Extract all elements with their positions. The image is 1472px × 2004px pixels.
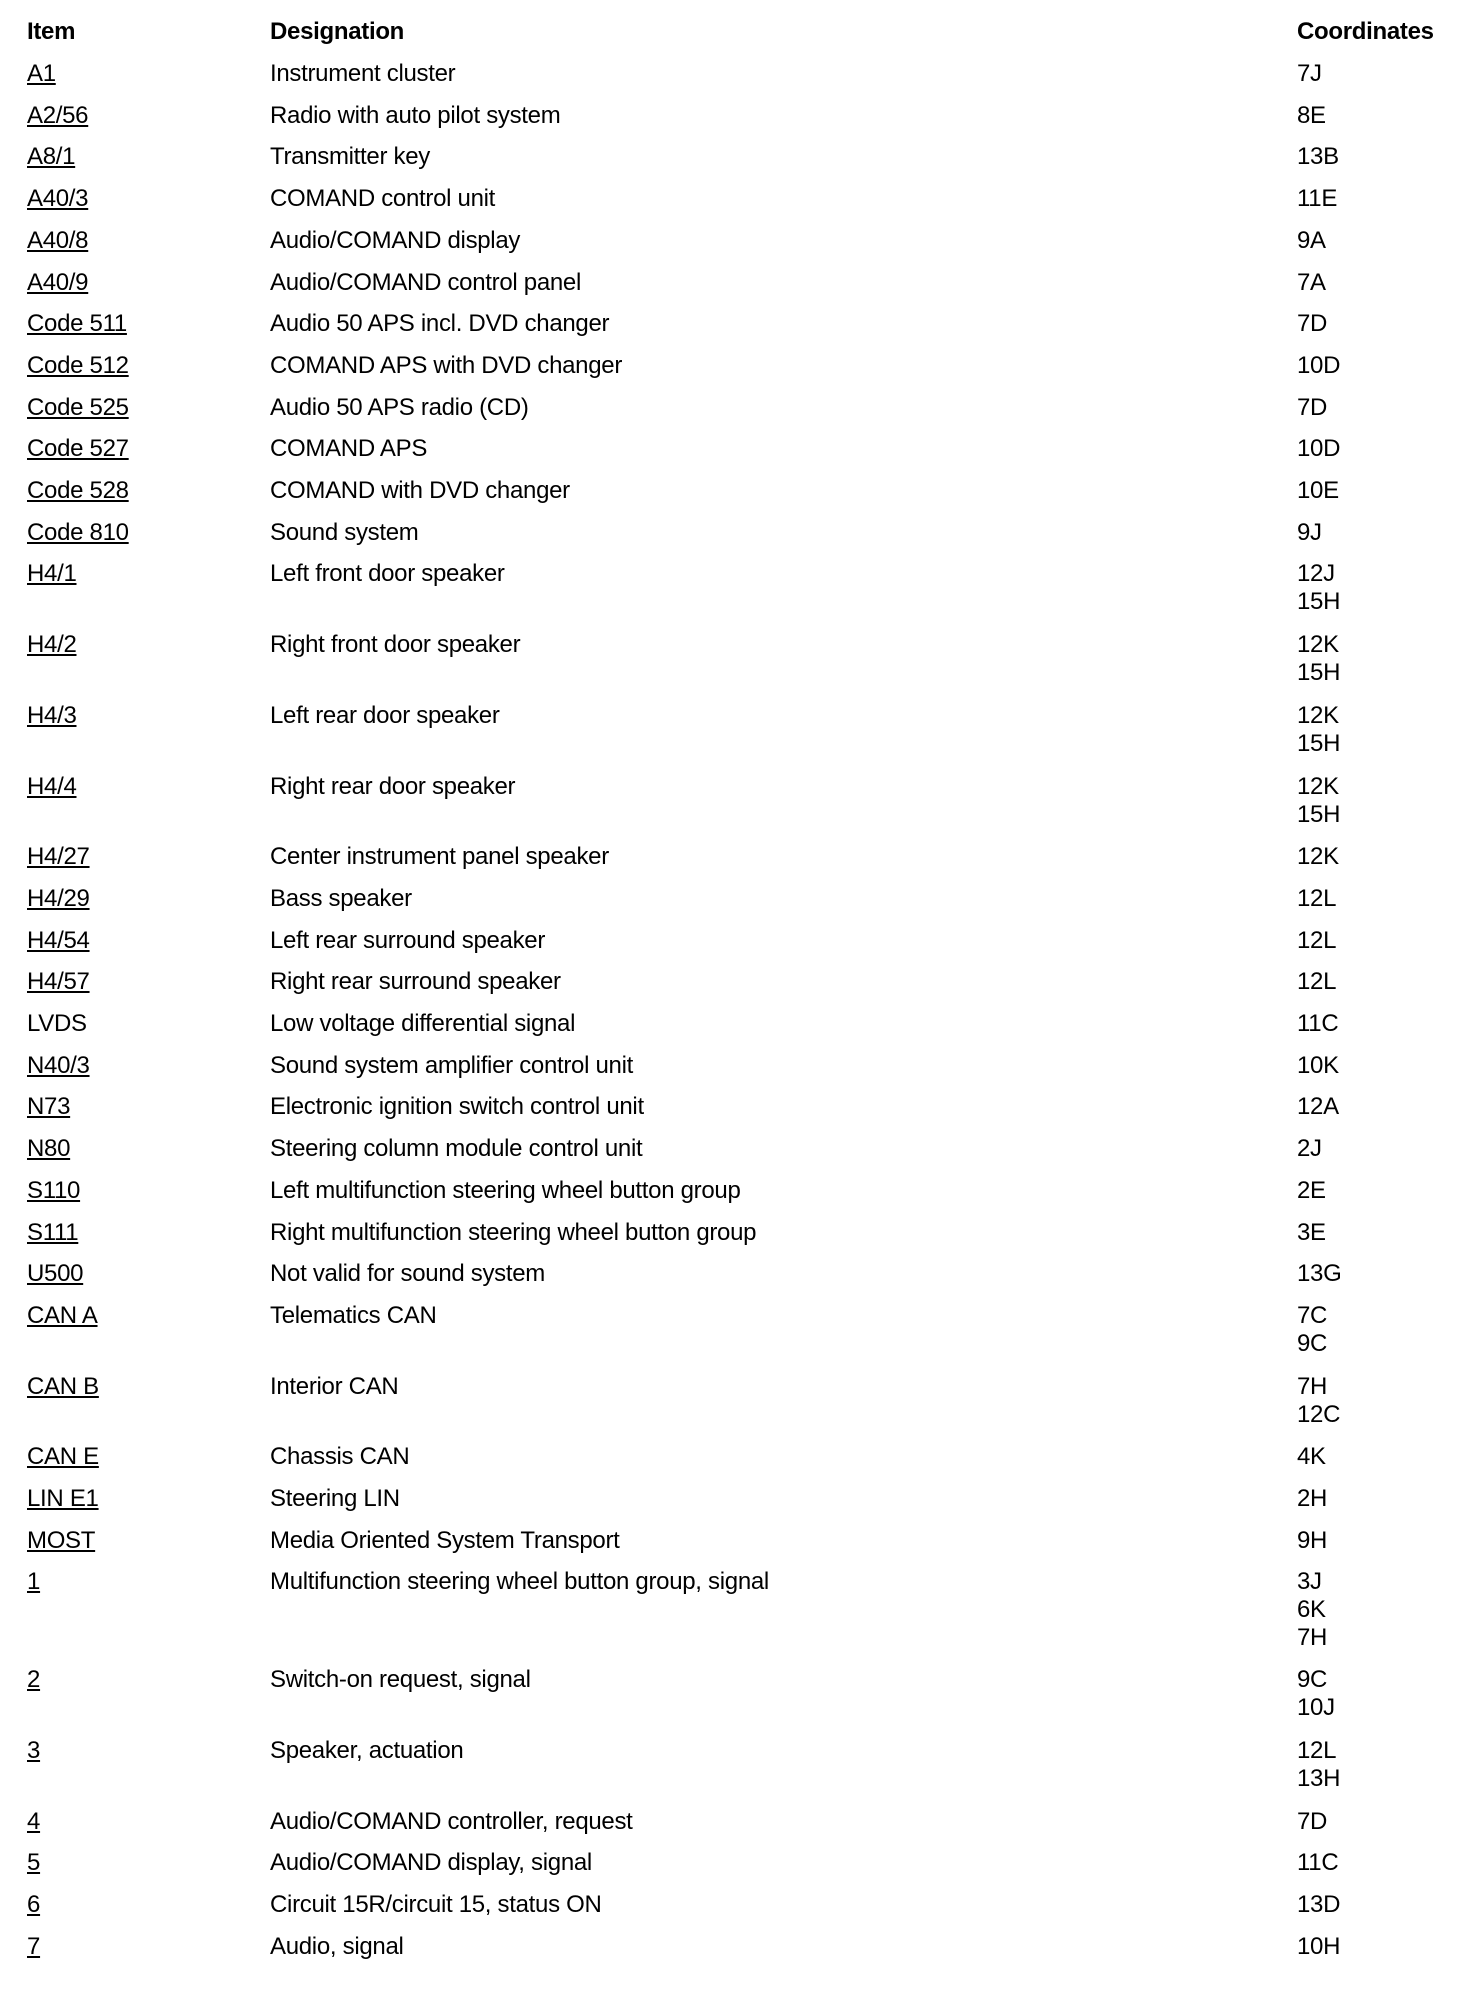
item-cell	[27, 1891, 40, 1919]
designation-cell: Interior CAN	[270, 1372, 399, 1400]
coordinates-cell	[1297, 1219, 1326, 1247]
coordinate-value: 13B	[1297, 143, 1339, 171]
coordinates-cell	[1297, 631, 1340, 687]
coordinates-cell	[1297, 310, 1327, 338]
designation-cell: Chassis CAN	[270, 1443, 410, 1471]
item-link[interactable]: CAN A	[27, 1301, 98, 1329]
designation-cell: Audio, signal	[270, 1932, 404, 1960]
designation-cell: Audio 50 APS incl. DVD changer	[270, 310, 610, 338]
coordinates-cell	[1297, 968, 1336, 996]
item-link[interactable]: U500	[27, 1260, 84, 1288]
item-cell	[27, 1737, 40, 1765]
coordinate-value: 12A	[1297, 1093, 1339, 1121]
designation-cell: Steering LIN	[270, 1485, 400, 1512]
designation-cell: Bass speaker	[270, 884, 412, 912]
coordinate-value: 15H	[1297, 800, 1341, 828]
item-cell	[27, 843, 90, 871]
item-link[interactable]: S110	[27, 1176, 81, 1204]
designation-cell: COMAND with DVD changer	[270, 477, 570, 504]
item-cell	[27, 560, 77, 588]
designation-cell: Left front door speaker	[270, 560, 505, 588]
item-link[interactable]: MOST	[27, 1526, 96, 1554]
coordinate-value: 12L	[1297, 884, 1337, 912]
item-cell	[27, 1302, 98, 1330]
coordinates-cell	[1297, 1443, 1326, 1471]
coordinate-value: 12K	[1297, 843, 1339, 871]
coordinates-cell	[1297, 1373, 1340, 1429]
coordinate-value: 7A	[1297, 268, 1326, 296]
coordinate-value: 13D	[1297, 1890, 1341, 1918]
designation-cell: Audio/COMAND display, signal	[270, 1849, 592, 1877]
coordinate-value: 9C	[1297, 1666, 1328, 1694]
designation-cell: Not valid for sound system	[270, 1260, 545, 1288]
coordinates-cell	[1297, 773, 1340, 829]
coordinate-value: 12K	[1297, 631, 1339, 659]
coordinates-cell	[1297, 1666, 1335, 1722]
designation-cell: Audio/COMAND control panel	[270, 268, 582, 296]
item-link[interactable]: A40/8	[27, 226, 89, 254]
item-cell	[27, 1933, 40, 1961]
coordinate-value: 7J	[1297, 60, 1322, 87]
item-cell	[27, 102, 88, 130]
designation-cell: Transmitter key	[270, 143, 430, 171]
coordinate-value: 12C	[1297, 1400, 1341, 1428]
item-link[interactable]: A40/9	[27, 268, 89, 296]
item-link[interactable]: Code 810	[27, 518, 129, 546]
coordinates-cell	[1297, 1933, 1340, 1961]
coordinates-cell	[1297, 1302, 1327, 1358]
item-label: LVDS	[27, 1010, 87, 1037]
coordinates-cell	[1297, 1527, 1327, 1555]
coordinate-value: 9H	[1297, 1526, 1328, 1554]
item-link[interactable]: H4/57	[27, 968, 90, 996]
item-cell	[27, 1177, 80, 1205]
item-cell	[27, 1443, 99, 1471]
coordinate-value: 10H	[1297, 1932, 1341, 1960]
coordinates-cell	[1297, 519, 1322, 547]
coordinate-value: 12K	[1297, 701, 1339, 729]
item-cell	[27, 435, 129, 463]
item-link[interactable]: H4/1	[27, 560, 77, 588]
item-link[interactable]: CAN B	[27, 1372, 99, 1400]
item-link[interactable]: Code 511	[27, 310, 127, 338]
item-link[interactable]: Code 525	[27, 393, 129, 421]
item-cell	[27, 1093, 70, 1121]
item-link[interactable]: H4/4	[27, 772, 77, 800]
item-link[interactable]: N73	[27, 1093, 71, 1121]
coordinate-value: 9J	[1297, 518, 1322, 546]
designation-cell: Left rear surround speaker	[270, 926, 546, 954]
item-link[interactable]: A40/3	[27, 185, 89, 213]
designation-cell: Instrument cluster	[270, 60, 456, 87]
item-link[interactable]: Code 512	[27, 351, 129, 379]
coordinates-cell	[1297, 143, 1339, 171]
coordinate-value: 13G	[1297, 1260, 1342, 1288]
designation-cell: Low voltage differential signal	[270, 1010, 576, 1037]
designation-cell: COMAND control unit	[270, 185, 496, 213]
coordinate-value: 11C	[1297, 1849, 1339, 1877]
item-link[interactable]: CAN E	[27, 1443, 99, 1471]
item-cell	[27, 885, 90, 913]
item-cell	[27, 1135, 70, 1163]
item-cell	[27, 269, 88, 297]
coordinates-cell	[1297, 435, 1340, 463]
coordinates-cell	[1297, 1485, 1327, 1513]
designation-cell: Right front door speaker	[270, 631, 521, 659]
coordinates-cell	[1297, 60, 1322, 88]
item-link[interactable]: 6	[27, 1890, 41, 1918]
coordinate-value: 10D	[1297, 351, 1341, 379]
coordinate-value: 7C	[1297, 1301, 1328, 1329]
coordinate-value: 11E	[1297, 185, 1338, 213]
coordinate-value: 15H	[1297, 659, 1341, 687]
item-link[interactable]: Code 527	[27, 435, 129, 463]
item-link[interactable]: A8/1	[27, 143, 76, 171]
item-cell	[27, 227, 88, 255]
designation-cell: Electronic ignition switch control unit	[270, 1093, 644, 1121]
coordinates-cell	[1297, 885, 1336, 913]
item-cell	[27, 1052, 90, 1080]
item-cell	[27, 702, 77, 730]
item-link[interactable]: S111	[27, 1218, 79, 1246]
item-cell	[27, 1010, 87, 1038]
item-link[interactable]: Code 528	[27, 477, 129, 504]
item-cell	[27, 631, 77, 659]
table-header	[0, 0, 1472, 45]
coordinate-value: 8E	[1297, 101, 1326, 129]
item-cell	[27, 927, 90, 955]
coordinates-cell	[1297, 1135, 1322, 1163]
item-cell	[27, 773, 77, 801]
designation-cell: Sound system amplifier control unit	[270, 1051, 634, 1079]
coordinate-value: 9A	[1297, 226, 1326, 254]
item-cell	[27, 968, 90, 996]
coordinate-value: 15H	[1297, 729, 1341, 757]
item-cell	[27, 143, 75, 171]
designation-cell: Sound system	[270, 518, 419, 546]
coordinate-value: 12L	[1297, 926, 1337, 954]
coordinate-value: 6K	[1297, 1596, 1326, 1624]
item-link[interactable]: H4/29	[27, 884, 90, 912]
designation-cell: Speaker, actuation	[270, 1736, 464, 1764]
item-cell	[27, 1568, 40, 1596]
coordinate-value: 12K	[1297, 772, 1339, 800]
coordinates-cell	[1297, 394, 1327, 422]
item-link[interactable]: H4/2	[27, 631, 77, 659]
designation-cell: Circuit 15R/circuit 15, status ON	[270, 1890, 602, 1918]
coordinate-value: 2E	[1297, 1176, 1326, 1204]
item-link[interactable]: LIN E1	[27, 1485, 99, 1512]
item-link[interactable]: N80	[27, 1135, 71, 1163]
designation-cell: Audio/COMAND controller, request	[270, 1807, 633, 1835]
item-link[interactable]: 4	[27, 1807, 41, 1835]
coordinate-value: 11C	[1297, 1010, 1339, 1037]
coordinates-cell	[1297, 1093, 1339, 1121]
item-cell	[27, 1666, 40, 1694]
item-cell	[27, 1527, 95, 1555]
coordinate-value: 10J	[1297, 1694, 1335, 1722]
item-cell	[27, 1219, 78, 1247]
item-cell	[27, 519, 129, 547]
designation-cell: Audio 50 APS radio (CD)	[270, 393, 529, 421]
coordinate-value: 3J	[1297, 1568, 1322, 1596]
item-cell	[27, 1485, 99, 1513]
coordinate-value: 2J	[1297, 1135, 1322, 1163]
coordinate-value: 9C	[1297, 1329, 1328, 1357]
coordinate-value: 7D	[1297, 310, 1328, 338]
coordinates-cell	[1297, 927, 1336, 955]
coordinate-value: 7D	[1297, 393, 1328, 421]
coordinates-cell	[1297, 269, 1326, 297]
designation-cell: Audio/COMAND display	[270, 226, 521, 254]
coordinates-cell	[1297, 477, 1339, 505]
item-link[interactable]: 7	[27, 1932, 41, 1960]
item-cell	[27, 1849, 40, 1877]
coordinate-value: 2H	[1297, 1485, 1328, 1512]
coordinate-value: 12L	[1297, 1736, 1337, 1764]
coordinates-cell	[1297, 1177, 1326, 1205]
item-cell	[27, 1808, 40, 1836]
coordinate-value: 10K	[1297, 1051, 1339, 1079]
item-cell	[27, 60, 56, 88]
coordinates-cell	[1297, 1260, 1341, 1288]
coordinates-cell	[1297, 560, 1340, 616]
coordinates-cell	[1297, 1010, 1338, 1038]
header-item: Item	[27, 18, 76, 45]
item-link[interactable]: 2	[27, 1666, 41, 1694]
coordinate-value: 4K	[1297, 1443, 1326, 1471]
item-link[interactable]: N40/3	[27, 1051, 90, 1079]
item-link[interactable]: 1	[27, 1568, 41, 1596]
coordinates-cell	[1297, 1737, 1340, 1793]
coordinate-value: 7H	[1297, 1624, 1328, 1652]
coordinates-cell	[1297, 1808, 1327, 1836]
coordinates-cell	[1297, 185, 1337, 213]
item-cell	[27, 310, 127, 338]
item-link[interactable]: H4/3	[27, 701, 77, 729]
designation-cell: Telematics CAN	[270, 1301, 437, 1329]
designation-cell: Left multifunction steering wheel button group	[270, 1176, 741, 1204]
coordinate-value: 7D	[1297, 1807, 1328, 1835]
coordinate-value: 10E	[1297, 477, 1339, 504]
coordinate-value: 3E	[1297, 1218, 1326, 1246]
item-link[interactable]: 5	[27, 1849, 41, 1877]
coordinates-cell	[1297, 1849, 1338, 1877]
coordinate-value: 13H	[1297, 1764, 1341, 1792]
designation-cell: Right multifunction steering wheel button group	[270, 1218, 757, 1246]
designation-cell: Steering column module control unit	[270, 1135, 643, 1163]
item-link[interactable]: 3	[27, 1736, 41, 1764]
item-cell	[27, 394, 129, 422]
designation-cell: Center instrument panel speaker	[270, 843, 609, 871]
item-cell	[27, 185, 88, 213]
coordinates-cell	[1297, 1052, 1339, 1080]
item-link[interactable]: H4/54	[27, 926, 90, 954]
item-link[interactable]: A2/56	[27, 101, 89, 129]
coordinates-cell	[1297, 1891, 1340, 1919]
coordinates-cell	[1297, 102, 1326, 130]
designation-cell: Right rear door speaker	[270, 772, 516, 800]
item-cell	[27, 352, 129, 380]
designation-cell: Switch-on request, signal	[270, 1666, 531, 1694]
item-link[interactable]: H4/27	[27, 843, 90, 871]
coordinate-value: 15H	[1297, 588, 1341, 616]
coordinate-value: 12J	[1297, 560, 1335, 588]
designation-cell: COMAND APS	[270, 435, 428, 463]
coordinate-value: 7H	[1297, 1372, 1328, 1400]
header-designation: Designation	[270, 18, 405, 45]
coordinate-value: 10D	[1297, 435, 1341, 463]
coordinates-cell	[1297, 843, 1339, 871]
designation-cell: Media Oriented System Transport	[270, 1526, 620, 1554]
designation-cell: COMAND APS with DVD changer	[270, 351, 623, 379]
item-cell	[27, 1260, 83, 1288]
coordinate-value: 12L	[1297, 968, 1337, 996]
coordinates-cell	[1297, 227, 1326, 255]
coordinates-cell	[1297, 1568, 1327, 1652]
header-coordinates: Coordinates	[1297, 18, 1434, 45]
coordinates-cell	[1297, 702, 1340, 758]
item-link[interactable]: A1	[27, 60, 56, 87]
designation-cell: Radio with auto pilot system	[270, 101, 561, 129]
designation-cell: Left rear door speaker	[270, 701, 500, 729]
designation-cell: Right rear surround speaker	[270, 968, 561, 996]
item-cell	[27, 477, 129, 505]
coordinates-cell	[1297, 352, 1340, 380]
item-cell	[27, 1373, 99, 1401]
designation-cell: Multifunction steering wheel button group, signal	[270, 1568, 769, 1596]
